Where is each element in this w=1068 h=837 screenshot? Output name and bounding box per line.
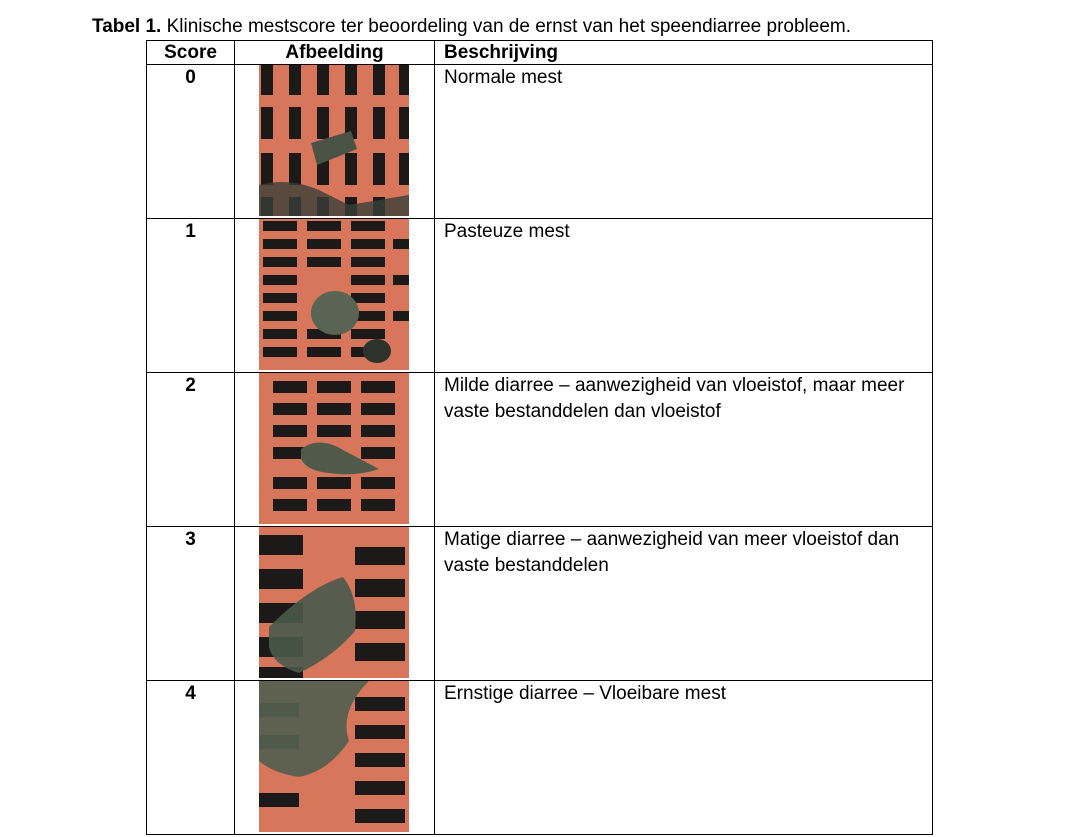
image-cell	[235, 527, 435, 681]
table-row	[147, 681, 933, 835]
header-description: Beschrijving	[435, 41, 933, 65]
stool-score-table	[146, 40, 933, 835]
description-cell: Normale mest	[435, 65, 933, 219]
table-caption	[92, 16, 851, 38]
image-cell	[235, 219, 435, 373]
score-cell: 1	[147, 219, 235, 373]
table-row	[147, 527, 933, 681]
score-cell: 2	[147, 373, 235, 527]
description-cell: Matige diarree – aanwezigheid van meer vloeistof dan vaste bestanddelen	[435, 527, 933, 681]
table-row	[147, 65, 933, 219]
score-cell: 4	[147, 681, 235, 835]
header-image: Afbeelding	[235, 41, 435, 65]
image-cell	[235, 65, 435, 219]
stool-photo-moderate-diarrhea	[259, 527, 409, 678]
image-cell	[235, 373, 435, 527]
caption-text: Klinische mestscore ter beoordeling van de ernst van het speendiarree probleem.	[161, 16, 852, 37]
caption-label: Tabel 1.	[92, 16, 162, 37]
table-row	[147, 373, 933, 527]
score-cell: 3	[147, 527, 235, 681]
stool-photo-pasty	[259, 219, 409, 370]
description-cell: Ernstige diarree – Vloeibare mest	[435, 681, 933, 835]
table-row	[147, 219, 933, 373]
description-cell: Pasteuze mest	[435, 219, 933, 373]
stool-photo-severe-diarrhea	[259, 681, 409, 832]
header-score: Score	[147, 41, 235, 65]
stool-photo-mild-diarrhea	[259, 373, 409, 524]
image-cell	[235, 681, 435, 835]
table-header-row	[147, 41, 933, 65]
stool-photo-normal	[259, 65, 409, 216]
score-cell: 0	[147, 65, 235, 219]
description-cell: Milde diarree – aanwezigheid van vloeistof, maar meer vaste bestanddelen dan vloeistof	[435, 373, 933, 527]
